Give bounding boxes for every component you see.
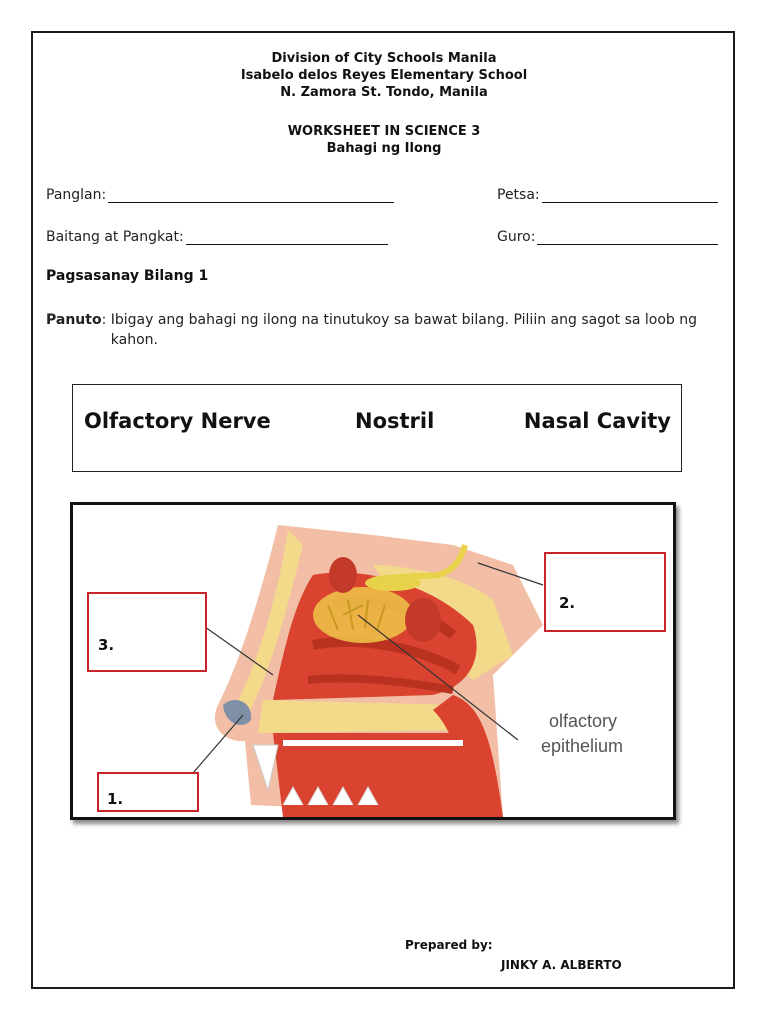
- olfactory-label-line1: olfactory: [549, 711, 618, 731]
- instruction-label: Panuto: [46, 312, 102, 328]
- answer-number-3: 3.: [98, 636, 115, 654]
- name-label: Panglan:: [46, 187, 107, 203]
- date-blank[interactable]: [542, 201, 718, 203]
- date-field[interactable]: [497, 187, 718, 203]
- choice-olfactory-nerve: Olfactory Nerve: [84, 409, 271, 433]
- author-name: JINKY A. ALBERTO: [501, 958, 622, 972]
- exercise-heading: Pagsasanay Bilang 1: [46, 268, 209, 284]
- worksheet-title: WORKSHEET IN SCIENCE 3: [287, 124, 481, 139]
- instruction: Panuto: Ibigay ang bahagi ng ilong na tinutukoy sa bawat bilang. Piliin ang sagot sa loob ng kahon.: [46, 310, 736, 350]
- division-name: Division of City Schools Manila: [271, 51, 497, 66]
- grade-label: Baitang at Pangkat:: [46, 229, 184, 245]
- choices-box: [72, 384, 682, 472]
- answer-box-2[interactable]: [544, 552, 666, 632]
- grade-blank[interactable]: [186, 243, 388, 245]
- choice-nostril: Nostril: [355, 409, 435, 433]
- teacher-field[interactable]: [497, 229, 718, 245]
- teacher-blank[interactable]: [537, 243, 718, 245]
- school-name: Isabelo delos Reyes Elementary School: [240, 68, 528, 83]
- olfactory-label-line2: epithelium: [541, 736, 624, 756]
- worksheet-subtitle: Bahagi ng Ilong: [326, 141, 442, 156]
- instruction-text: Ibigay ang bahagi ng ilong na tinutukoy sa bawat bilang. Piliin ang sagot sa loob ng kahon.: [110, 312, 698, 348]
- grade-field[interactable]: [46, 229, 388, 245]
- answer-box-3[interactable]: [87, 592, 207, 672]
- answer-box-1[interactable]: [97, 772, 199, 812]
- answer-number-1: 1.: [107, 790, 124, 808]
- answer-number-2: 2.: [559, 594, 576, 612]
- school-address: N. Zamora St. Tondo, Manila: [280, 85, 488, 100]
- choice-nasal-cavity: Nasal Cavity: [523, 409, 671, 433]
- prepared-by-label: Prepared by:: [405, 938, 493, 952]
- teacher-label: Guro:: [497, 229, 536, 245]
- name-blank[interactable]: [108, 201, 394, 203]
- name-field[interactable]: [46, 187, 394, 203]
- nose-diagram: [70, 502, 676, 820]
- date-label: Petsa:: [497, 187, 540, 203]
